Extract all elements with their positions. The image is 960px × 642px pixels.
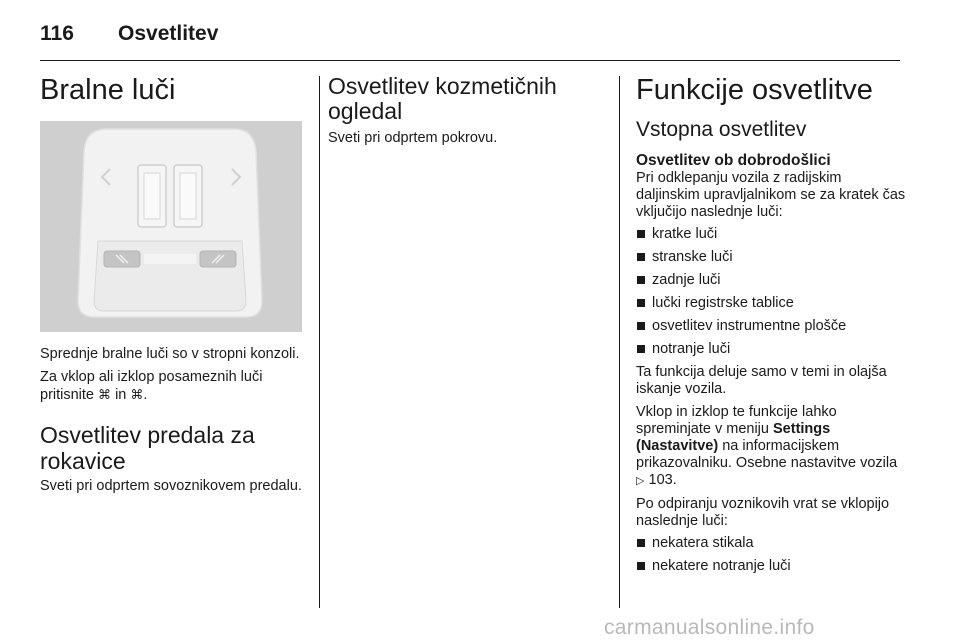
paragraph-text: Za vklop ali izklop posameznih luči pritisnite <box>40 369 263 403</box>
paragraph: Sveti pri odprtem sovoznikovem predalu. <box>40 478 302 494</box>
paragraph: Po odpiranju voznikovih vrat se vklopijo naslednje luči: <box>636 496 890 529</box>
column-vanity-mirror-lights <box>328 74 596 147</box>
section-heading-vanity-mirror: Osvetlitev kozmetičnih ogledal <box>328 73 557 124</box>
paragraph: Ta funkcija deluje samo v temi in olajša iskanje vozila. <box>636 364 887 397</box>
list-item: stranske luči <box>636 249 906 266</box>
paragraph: Sprednje bralne luči so v stropni konzoli. <box>40 346 300 362</box>
list-item: osvetlitev instrumentne plošče <box>636 318 906 335</box>
list-item: nekatera stikala <box>636 535 906 552</box>
section-heading-lighting-features: Funkcije osvetlitve <box>636 74 873 106</box>
paragraph-text: . <box>143 387 148 403</box>
welcome-lights-list <box>636 226 906 358</box>
column-divider <box>619 76 620 608</box>
list-item: lučki registrske tablice <box>636 295 906 312</box>
page-header <box>40 18 900 61</box>
paragraph <box>636 404 906 490</box>
settings-menu-label: Settings (Nastavitve) <box>636 421 831 454</box>
page-number: 116 <box>40 22 74 45</box>
watermark: carmanualsonline.info <box>604 616 815 639</box>
paragraph-text: Vklop in izklop te funkcije lahko spreminjate v meniju <box>636 404 837 437</box>
paragraph: Pri odklepanju vozila z radijskim daljinskim upravljalnikom se za kratek čas vključijo naslednje luči: <box>636 170 906 220</box>
subsubsection-heading-welcome-lighting: Osvetlitev ob dobrodošlici <box>636 152 831 169</box>
column-reading-lights <box>40 74 302 495</box>
paragraph-text: na informacijskem prikazovalniku. Osebne nastavitve vozila <box>636 438 898 471</box>
subsection-heading-entry-lighting: Vstopna osvetlitev <box>636 118 807 141</box>
section-heading-reading-lights: Bralne luči <box>40 74 176 106</box>
list-item: zadnje luči <box>636 272 906 289</box>
driver-door-lights-list <box>636 535 906 575</box>
chapter-title: Osvetlitev <box>118 22 219 45</box>
paragraph-text: in <box>115 387 127 403</box>
section-heading-glovebox-light: Osvetlitev predala za rokavice <box>40 422 255 474</box>
page-reference-arrow-icon: ▷ <box>636 475 645 487</box>
column-lighting-features <box>636 74 906 581</box>
list-item: nekatere notranje luči <box>636 558 906 575</box>
paragraph: Sveti pri odprtem pokrovu. <box>328 130 498 146</box>
left-reading-light-icon: ⌘ <box>98 387 112 402</box>
reading-lights-photo <box>40 121 302 332</box>
column-divider <box>319 76 320 608</box>
page-reference[interactable]: 103. <box>648 472 677 488</box>
right-reading-light-icon: ⌘ <box>130 387 144 402</box>
overhead-console-illustration <box>40 121 302 332</box>
paragraph <box>40 369 302 404</box>
list-item: kratke luči <box>636 226 906 243</box>
list-item: notranje luči <box>636 341 906 358</box>
